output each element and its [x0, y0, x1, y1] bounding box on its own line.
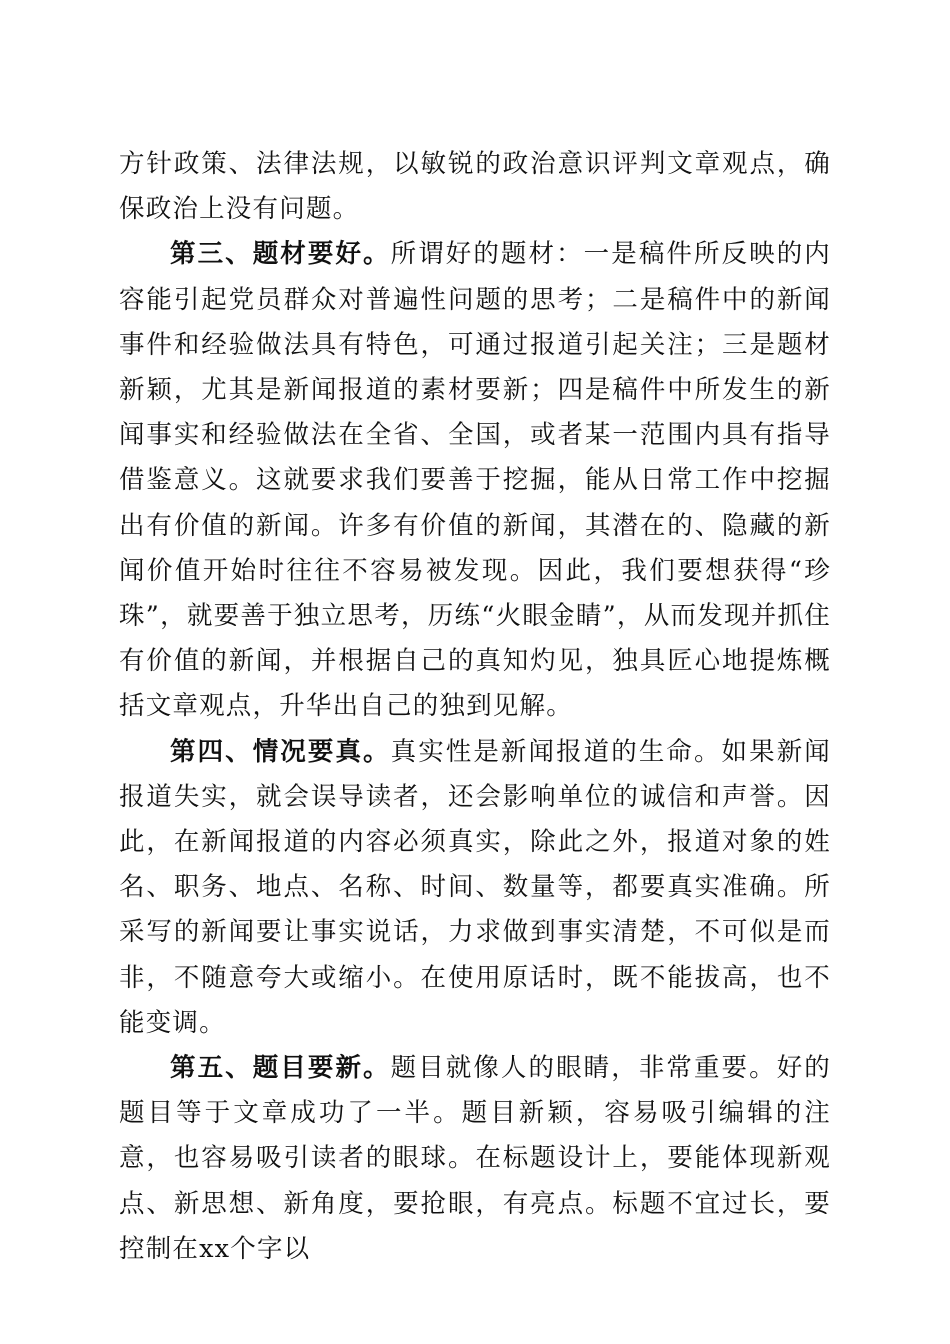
paragraph-title-new [119, 1046, 831, 1272]
paragraph-text: 所谓好的题材：一是稿件所反映的内容能引起党员群众对普遍性问题的思考；二是稿件中的新闻事件和经验做法具有特色，可通过报道引起关注；三是题材新颖，尤其是新闻报道的素材要新；四是稿件中所发生的新闻事实和经验做法在全省、全国，或者某一范围内具有指导借鉴意义。这就要求我们要善于挖掘，能从日常工作中挖掘出有价值的新闻。许多有价值的新闻，其潜在的、隐藏的新闻价值开始时往往不容易被发现。因此，我们要想获得“珍珠”，就要善于独立思考，历练“火眼金睛”，从而发现并抓住有价值的新闻，并根据自己的真知灼见，独具匠心地提炼概括文章观点，升华出自己的独到见解。 [119, 239, 831, 722]
paragraph-text: 题目就像人的眼睛，非常重要。好的题目等于文章成功了一半。题目新颖，容易吸引编辑的注意，也容易吸引读者的眼球。在标题设计上，要能体现新观点、新思想、新角度，要抢眼，有亮点。标题不宜过长，要控制在xx个字以 [119, 1053, 831, 1264]
document-body [119, 142, 831, 1272]
paragraph-topic-material [119, 232, 831, 729]
paragraph-facts-true [119, 730, 831, 1046]
paragraph-text: 方针政策、法律法规，以敏锐的政治意识评判文章观点，确保政治上没有问题。 [119, 149, 831, 225]
paragraph-text: 真实性是新闻报道的生命。如果新闻报道失实，就会误导读者，还会影响单位的诚信和声誉。因此，在新闻报道的内容必须真实，除此之外，报道对象的姓名、职务、地点、名称、时间、数量等，都要真实准确。所采写的新闻要让事实说话，力求做到事实清楚，不可似是而非，不随意夸大或缩小。在使用原话时，既不能拔高，也不能变调。 [119, 736, 831, 1038]
paragraph-heading: 第五、题目要新。 [170, 1053, 391, 1084]
paragraph-continuation [119, 142, 831, 232]
paragraph-heading: 第四、情况要真。 [170, 736, 391, 767]
paragraph-heading: 第三、题材要好。 [170, 239, 391, 270]
